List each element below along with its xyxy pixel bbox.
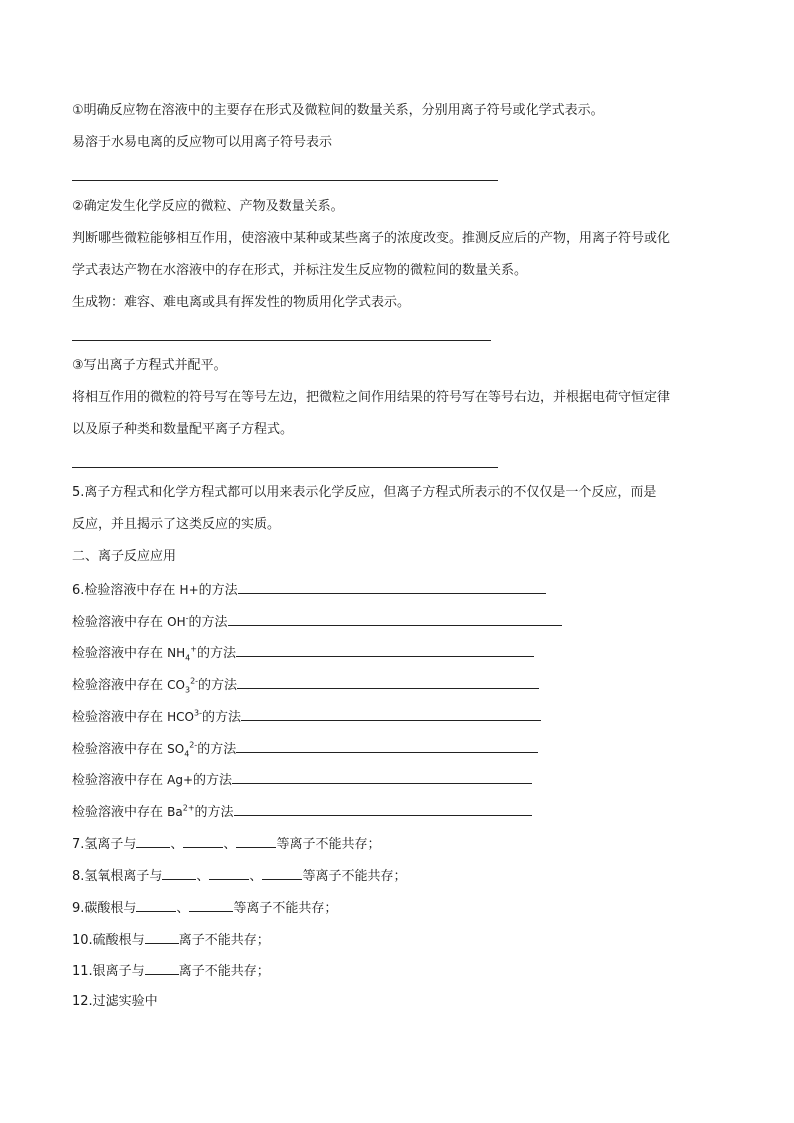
item6-h-suffix: 的方法 (198, 583, 238, 598)
item7-suffix: 等离子不能共存； (276, 837, 381, 852)
ag-row (72, 770, 532, 790)
so4-suffix: 的方法 (197, 742, 237, 757)
co3-ion: CO (167, 678, 185, 692)
item10-prefix: 10.硫酸根与 (72, 933, 145, 948)
co3-answer-blank[interactable] (237, 675, 539, 689)
ba-suffix: 的方法 (194, 805, 234, 820)
item8-prefix: 8.氢氧根离子与 (72, 869, 163, 884)
item11-suffix: 离子不能共存； (178, 964, 270, 979)
item7-prefix: 7.氢离子与 (72, 837, 137, 852)
item8-sep-1: 、 (196, 869, 210, 884)
oh-prefix: 检验溶液中存在 (72, 615, 168, 630)
item10-row (72, 930, 270, 950)
section-title: 二、离子反应应用 (72, 549, 177, 564)
answer-blank-3[interactable] (72, 467, 498, 468)
item5-line1: 5.离子方程式和化学方程式都可以用来表示化学反应，但离子方程式所表示的不仅仅是一个反应，而是 (72, 485, 657, 500)
answer-blank-1[interactable] (72, 180, 498, 181)
hco3-answer-blank[interactable] (241, 707, 541, 721)
item7-row (72, 834, 380, 854)
item5-line2: 反应，并且揭示了这类反应的实质。 (72, 517, 281, 532)
nh4-suffix: 的方法 (196, 646, 236, 661)
step3-heading: ③写出离子方程式并配平。 (72, 358, 227, 373)
step2-text-line3: 生成物：难容、难电离或具有挥发性的物质用化学式表示。 (72, 295, 411, 310)
item6-h-prefix: 6.检验溶液中存在 (72, 583, 180, 598)
step2-text-line1: 判断哪些微粒能够相互作用，使溶液中某种或某些离子的浓度改变。推测反应后的产物，用离子符号或化 (72, 231, 671, 246)
item7-sep-2: 、 (223, 837, 237, 852)
ba-row (72, 802, 532, 822)
step2-text-line2: 学式表达产物在水溶液中的存在形式，并标注发生反应物的微粒间的数量关系。 (72, 263, 528, 278)
item7-blank-1[interactable] (136, 834, 170, 848)
hco3-charge: 3- (194, 708, 202, 718)
oh-ion: OH (167, 615, 186, 629)
item8-suffix: 等离子不能共存； (302, 869, 407, 884)
nh4-prefix: 检验溶液中存在 (72, 646, 168, 661)
item10-blank[interactable] (145, 930, 179, 944)
oh-answer-blank[interactable] (228, 612, 562, 626)
nh4-charge: + (190, 644, 197, 654)
co3-row (72, 675, 539, 695)
item11-blank[interactable] (145, 961, 179, 975)
answer-blank-2[interactable] (72, 340, 491, 341)
item12-text: 12.过滤实验中 (72, 994, 158, 1009)
step1-heading: ①明确反应物在溶液中的主要存在形式及微粒间的数量关系，分别用离子符号或化学式表示。 (72, 103, 604, 118)
item9-sep-1: 、 (176, 901, 190, 916)
hco3-row (72, 707, 541, 727)
item9-prefix: 9.碳酸根与 (72, 901, 137, 916)
nh4-answer-blank[interactable] (236, 643, 534, 657)
item11-row (72, 961, 270, 981)
ag-suffix: 的方法 (193, 773, 233, 788)
so4-row (72, 739, 538, 759)
oh-charge: - (185, 613, 189, 623)
co3-subscript: 3 (184, 685, 191, 695)
item9-row (72, 898, 337, 918)
so4-subscript: 4 (184, 749, 190, 759)
step3-text-line2: 以及原子种类和数量配平离子方程式。 (72, 422, 294, 437)
co3-charge: 2- (190, 676, 199, 686)
h-answer-blank[interactable] (238, 580, 546, 594)
item7-blank-3[interactable] (236, 834, 276, 848)
item9-blank-1[interactable] (136, 898, 176, 912)
nh4-subscript: 4 (185, 653, 191, 663)
ba-prefix: 检验溶液中存在 (72, 805, 168, 820)
h-ion: H+ (179, 583, 199, 597)
step3-text-line1: 将相互作用的微粒的符号写在等号左边，把微粒之间作用结果的符号写在等号右边，并根据电荷守恒定律 (72, 390, 671, 405)
ag-answer-blank[interactable] (232, 770, 532, 784)
item9-blank-2[interactable] (189, 898, 233, 912)
oh-suffix: 的方法 (188, 615, 228, 630)
item8-sep-2: 、 (249, 869, 263, 884)
item7-blank-2[interactable] (183, 834, 223, 848)
item11-prefix: 11.银离子与 (72, 964, 145, 979)
item6-h-row (72, 580, 546, 600)
item8-blank-3[interactable] (262, 866, 302, 880)
so4-prefix: 检验溶液中存在 (72, 742, 168, 757)
ag-ion: Ag+ (167, 773, 194, 787)
so4-ion: SO (167, 742, 185, 756)
nh4-row (72, 643, 534, 663)
item9-suffix: 等离子不能共存； (233, 901, 338, 916)
hco3-prefix: 检验溶液中存在 (72, 710, 168, 725)
item8-blank-2[interactable] (209, 866, 249, 880)
ba-answer-blank[interactable] (234, 802, 532, 816)
ba-ion: Ba (167, 805, 183, 819)
step1-text: 易溶于水易电离的反应物可以用离子符号表示 (72, 135, 333, 150)
co3-prefix: 检验溶液中存在 (72, 678, 168, 693)
ag-prefix: 检验溶液中存在 (72, 773, 168, 788)
item8-blank-1[interactable] (162, 866, 196, 880)
so4-charge: 2- (189, 740, 198, 750)
nh4-ion: NH (167, 646, 186, 660)
item10-suffix: 离子不能共存； (178, 933, 270, 948)
co3-suffix: 的方法 (198, 678, 238, 693)
ba-charge: 2+ (182, 803, 195, 813)
hco3-ion: HCO (167, 710, 194, 724)
oh-row (72, 612, 562, 632)
item8-row (72, 866, 406, 886)
so4-answer-blank[interactable] (236, 739, 538, 753)
item7-sep-1: 、 (170, 837, 184, 852)
step2-heading: ②确定发生化学反应的微粒、产物及数量关系。 (72, 199, 344, 214)
hco3-suffix: 的方法 (201, 710, 241, 725)
